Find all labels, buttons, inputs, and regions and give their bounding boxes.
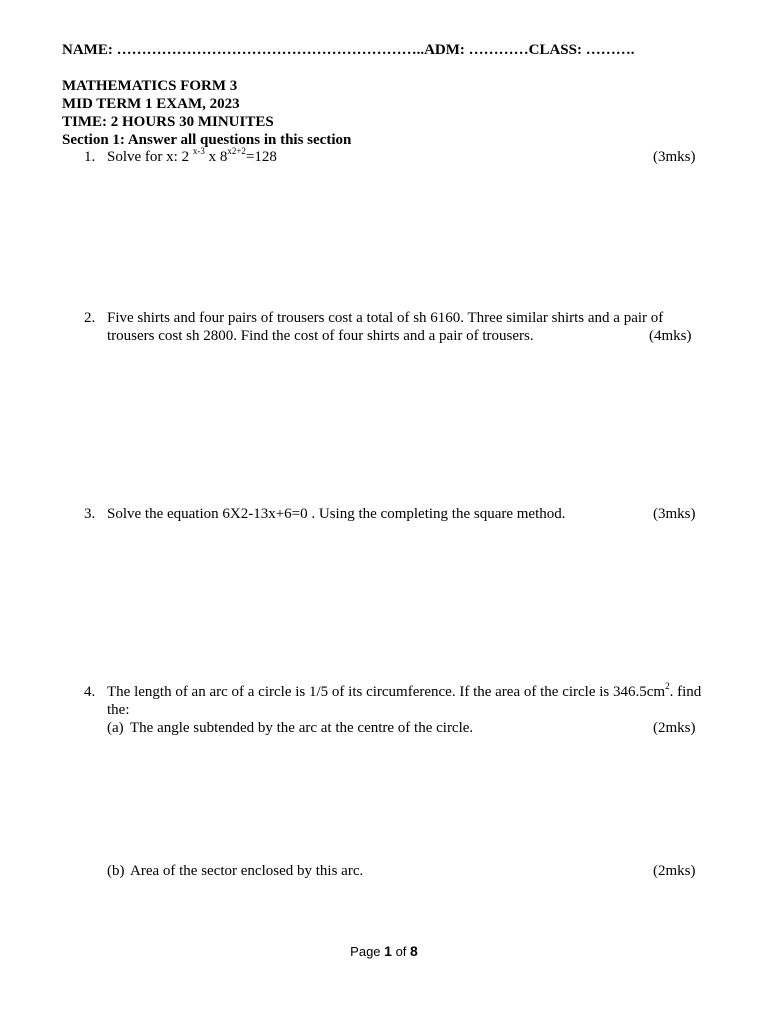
- of-word: of: [391, 944, 411, 959]
- question-text-line-2: the:: [107, 702, 130, 718]
- page-total: 8: [410, 943, 418, 959]
- name-adm-class-line: NAME: ……………………………………………………..ADM: …………CLASS: ……….: [62, 42, 635, 58]
- page-footer: [0, 942, 768, 961]
- question-number: 1.: [84, 149, 96, 165]
- part-marks: (2mks): [653, 720, 696, 736]
- question-number: 4.: [84, 684, 96, 700]
- exam-title: MID TERM 1 EXAM, 2023: [62, 96, 240, 112]
- page-word: Page: [350, 944, 385, 959]
- question-4b: [0, 862, 768, 880]
- question-text-line-1: The length of an arc of a circle is 1/5 of its circumference. If the area of the circle is $346.5cm^2$. find: [107, 681, 702, 700]
- question-1: [0, 148, 768, 166]
- question-number: 3.: [84, 506, 96, 522]
- question-text-line-1: Five shirts and four pairs of trousers cost a total of sh 6160. Three similar shirts and a pair of: [107, 310, 664, 326]
- question-text-line-2: trousers cost sh 2800. Find the cost of four shirts and a pair of trousers.: [107, 328, 534, 344]
- question-3: [0, 505, 768, 523]
- part-text: Area of the sector enclosed by this arc.: [130, 863, 364, 879]
- part-text: The angle subtended by the arc at the centre of the circle.: [130, 720, 474, 736]
- question-marks: (3mks): [653, 506, 696, 522]
- question-marks: (4mks): [649, 328, 692, 344]
- question-4a: [0, 719, 768, 737]
- question-text: Solve for x: 2 $^{x-3}$ x $8^{x2+2}=128$: [107, 146, 277, 165]
- question-text: Solve the equation 6X2-13x+6=0 . Using the completing the square method.: [107, 506, 566, 522]
- question-number: 2.: [84, 310, 96, 326]
- question-4: [0, 683, 768, 723]
- part-label: (b): [107, 863, 125, 879]
- part-label: (a): [107, 720, 124, 736]
- subject-title: MATHEMATICS FORM 3: [62, 78, 238, 94]
- question-marks: (3mks): [653, 149, 696, 165]
- section-heading: Section 1: Answer all questions in this section: [62, 132, 352, 148]
- page-number: 1: [384, 943, 392, 959]
- part-marks: (2mks): [653, 863, 696, 879]
- exam-time: TIME: 2 HOURS 30 MINUITES: [62, 114, 274, 130]
- question-2: [0, 309, 768, 345]
